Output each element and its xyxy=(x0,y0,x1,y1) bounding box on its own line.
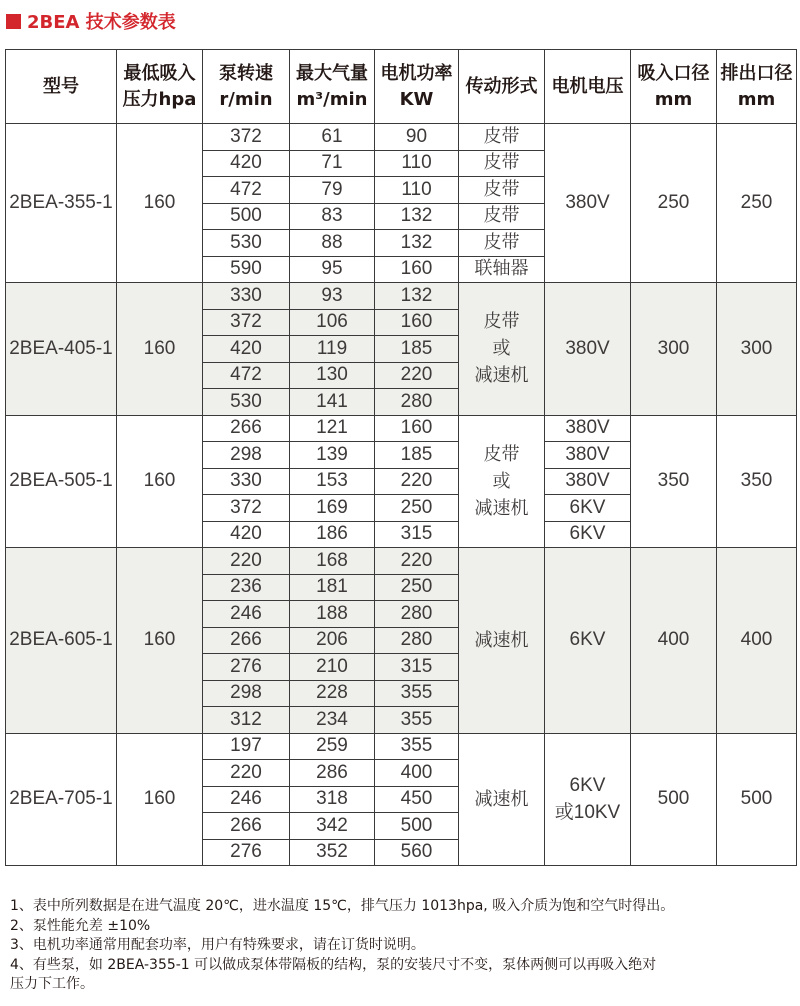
spec-table xyxy=(5,49,797,866)
column-header xyxy=(290,50,375,124)
air-volume-cell: 286 xyxy=(290,760,375,787)
outlet-diameter-cell: 400 xyxy=(717,548,797,734)
air-volume-cell: 206 xyxy=(290,627,375,654)
column-header-line: KW xyxy=(399,88,434,110)
drive-cell-line: 皮带 xyxy=(483,443,520,465)
air-volume-cell: 188 xyxy=(290,601,375,628)
speed-cell: 500 xyxy=(203,203,290,230)
column-header-line: m³/min xyxy=(296,88,368,110)
column-header xyxy=(6,50,117,124)
speed-cell: 472 xyxy=(203,177,290,204)
power-cell: 280 xyxy=(375,627,459,654)
drive-cell: 皮带 xyxy=(459,203,545,230)
voltage-cell-line: 6KV xyxy=(569,775,606,797)
drive-cell-line: 或 xyxy=(492,470,511,492)
speed-cell: 276 xyxy=(203,839,290,866)
voltage-cell: 380V xyxy=(545,415,631,442)
speed-cell: 312 xyxy=(203,707,290,734)
inlet-diameter-cell: 250 xyxy=(631,124,717,283)
drive-cell-line: 减速机 xyxy=(474,629,529,651)
air-volume-cell: 88 xyxy=(290,230,375,257)
drive-cell: 皮带 xyxy=(459,230,545,257)
voltage-cell: 6KV xyxy=(545,495,631,522)
voltage-cell: 380V xyxy=(545,442,631,469)
column-header xyxy=(117,50,203,124)
speed-cell: 420 xyxy=(203,521,290,548)
power-cell: 185 xyxy=(375,442,459,469)
min-pressure-cell: 160 xyxy=(117,548,203,734)
speed-cell: 246 xyxy=(203,786,290,813)
title-text: 2BEA 技术参数表 xyxy=(27,12,176,33)
table-row xyxy=(6,124,797,151)
voltage-cell: 6KV xyxy=(545,521,631,548)
speed-cell: 298 xyxy=(203,680,290,707)
column-header xyxy=(631,50,717,124)
air-volume-cell: 141 xyxy=(290,389,375,416)
model-cell: 2BEA-605-1 xyxy=(6,548,117,734)
inlet-diameter-cell: 400 xyxy=(631,548,717,734)
power-cell: 355 xyxy=(375,680,459,707)
header-row xyxy=(6,50,797,124)
inlet-diameter-cell: 300 xyxy=(631,283,717,416)
voltage-cell: 380V xyxy=(545,124,631,283)
drive-cell-line: 减速机 xyxy=(474,365,529,387)
power-cell: 160 xyxy=(375,309,459,336)
drive-cell xyxy=(459,733,545,866)
air-volume-cell: 181 xyxy=(290,574,375,601)
column-header-line: 吸入口径 xyxy=(637,62,710,84)
power-cell: 185 xyxy=(375,336,459,363)
air-volume-cell: 168 xyxy=(290,548,375,575)
column-header xyxy=(375,50,459,124)
air-volume-cell: 83 xyxy=(290,203,375,230)
speed-cell: 420 xyxy=(203,336,290,363)
column-header xyxy=(203,50,290,124)
table-row xyxy=(6,733,797,760)
drive-cell xyxy=(459,548,545,734)
inlet-diameter-cell: 350 xyxy=(631,415,717,548)
air-volume-cell: 121 xyxy=(290,415,375,442)
speed-cell: 236 xyxy=(203,574,290,601)
note-line: 4、有些泵，如 2BEA-355-1 可以做成泵体带隔板的结构，泵的安装尺寸不变，泵体两侧可以再吸入绝对 xyxy=(10,956,657,973)
column-header-line: mm xyxy=(654,88,693,110)
drive-cell xyxy=(459,415,545,548)
model-cell: 2BEA-505-1 xyxy=(6,415,117,548)
power-cell: 132 xyxy=(375,283,459,310)
air-volume-cell: 228 xyxy=(290,680,375,707)
column-header-line: 压力hpa xyxy=(122,88,197,110)
drive-cell-line: 减速机 xyxy=(474,497,529,519)
power-cell: 160 xyxy=(375,256,459,283)
power-cell: 132 xyxy=(375,203,459,230)
power-cell: 355 xyxy=(375,707,459,734)
power-cell: 160 xyxy=(375,415,459,442)
air-volume-cell: 352 xyxy=(290,839,375,866)
speed-cell: 266 xyxy=(203,627,290,654)
column-header-line: 传动形式 xyxy=(465,75,538,97)
drive-cell: 皮带 xyxy=(459,124,545,151)
air-volume-cell: 139 xyxy=(290,442,375,469)
speed-cell: 330 xyxy=(203,283,290,310)
voltage-cell xyxy=(545,733,631,866)
column-header-line: 电机功率 xyxy=(380,62,453,84)
power-cell: 560 xyxy=(375,839,459,866)
air-volume-cell: 186 xyxy=(290,521,375,548)
outlet-diameter-cell: 350 xyxy=(717,415,797,548)
speed-cell: 372 xyxy=(203,309,290,336)
power-cell: 132 xyxy=(375,230,459,257)
speed-cell: 197 xyxy=(203,733,290,760)
power-cell: 220 xyxy=(375,548,459,575)
document-title xyxy=(6,8,176,34)
min-pressure-cell: 160 xyxy=(117,415,203,548)
air-volume-cell: 130 xyxy=(290,362,375,389)
air-volume-cell: 95 xyxy=(290,256,375,283)
air-volume-cell: 93 xyxy=(290,283,375,310)
air-volume-cell: 119 xyxy=(290,336,375,363)
power-cell: 280 xyxy=(375,601,459,628)
column-header-line: 泵转速 xyxy=(219,62,273,84)
outlet-diameter-cell: 300 xyxy=(717,283,797,416)
speed-cell: 530 xyxy=(203,389,290,416)
outlet-diameter-cell: 500 xyxy=(717,733,797,866)
column-header xyxy=(459,50,545,124)
drive-cell xyxy=(459,283,545,416)
power-cell: 220 xyxy=(375,362,459,389)
speed-cell: 220 xyxy=(203,760,290,787)
min-pressure-cell: 160 xyxy=(117,283,203,416)
power-cell: 315 xyxy=(375,654,459,681)
column-header-line: 最低吸入 xyxy=(123,62,196,84)
power-cell: 250 xyxy=(375,574,459,601)
air-volume-cell: 318 xyxy=(290,786,375,813)
power-cell: 110 xyxy=(375,177,459,204)
drive-cell-line: 皮带 xyxy=(483,311,520,333)
speed-cell: 266 xyxy=(203,813,290,840)
air-volume-cell: 61 xyxy=(290,124,375,151)
speed-cell: 372 xyxy=(203,495,290,522)
air-volume-cell: 342 xyxy=(290,813,375,840)
speed-cell: 530 xyxy=(203,230,290,257)
speed-cell: 220 xyxy=(203,548,290,575)
table-row xyxy=(6,548,797,575)
drive-cell-line: 减速机 xyxy=(474,788,529,810)
column-header-line: mm xyxy=(737,88,776,110)
model-cell: 2BEA-705-1 xyxy=(6,733,117,866)
power-cell: 355 xyxy=(375,733,459,760)
air-volume-cell: 153 xyxy=(290,468,375,495)
speed-cell: 420 xyxy=(203,150,290,177)
column-header-line: 排出口径 xyxy=(720,62,793,84)
drive-cell-line: 或 xyxy=(492,338,511,360)
power-cell: 450 xyxy=(375,786,459,813)
notes xyxy=(10,897,790,995)
power-cell: 500 xyxy=(375,813,459,840)
speed-cell: 372 xyxy=(203,124,290,151)
note-line: 3、电机功率通常用配套功率，用户有特殊要求，请在订货时说明。 xyxy=(10,937,425,953)
power-cell: 220 xyxy=(375,468,459,495)
note-line: 压力下工作。 xyxy=(10,976,94,992)
speed-cell: 590 xyxy=(203,256,290,283)
speed-cell: 330 xyxy=(203,468,290,495)
power-cell: 315 xyxy=(375,521,459,548)
air-volume-cell: 71 xyxy=(290,150,375,177)
air-volume-cell: 169 xyxy=(290,495,375,522)
drive-cell: 联轴器 xyxy=(459,256,545,283)
model-cell: 2BEA-355-1 xyxy=(6,124,117,283)
voltage-cell: 380V xyxy=(545,283,631,416)
speed-cell: 298 xyxy=(203,442,290,469)
voltage-cell: 6KV xyxy=(545,548,631,734)
column-header xyxy=(545,50,631,124)
column-header xyxy=(717,50,797,124)
air-volume-cell: 79 xyxy=(290,177,375,204)
speed-cell: 266 xyxy=(203,415,290,442)
voltage-cell: 380V xyxy=(545,468,631,495)
model-cell: 2BEA-405-1 xyxy=(6,283,117,416)
table-body xyxy=(6,124,797,866)
column-header-line: 电机电压 xyxy=(551,75,624,97)
note-line: 1、表中所列数据是在进气温度 20℃，进水温度 15℃，排气压力 1013hpa, 吸入介质为饱和空气时得出。 xyxy=(10,898,675,914)
voltage-cell-line: 或10KV xyxy=(554,802,621,824)
column-header-line: r/min xyxy=(219,88,273,110)
note-line: 2、泵性能允差 ±10% xyxy=(10,917,151,934)
speed-cell: 246 xyxy=(203,601,290,628)
power-cell: 90 xyxy=(375,124,459,151)
air-volume-cell: 106 xyxy=(290,309,375,336)
air-volume-cell: 259 xyxy=(290,733,375,760)
outlet-diameter-cell: 250 xyxy=(717,124,797,283)
table-row xyxy=(6,283,797,310)
air-volume-cell: 210 xyxy=(290,654,375,681)
column-header-line: 型号 xyxy=(43,75,79,97)
power-cell: 280 xyxy=(375,389,459,416)
column-header-line: 最大气量 xyxy=(296,62,368,84)
min-pressure-cell: 160 xyxy=(117,124,203,283)
min-pressure-cell: 160 xyxy=(117,733,203,866)
air-volume-cell: 234 xyxy=(290,707,375,734)
speed-cell: 472 xyxy=(203,362,290,389)
drive-cell: 皮带 xyxy=(459,177,545,204)
power-cell: 400 xyxy=(375,760,459,787)
table-row xyxy=(6,415,797,442)
speed-cell: 276 xyxy=(203,654,290,681)
power-cell: 110 xyxy=(375,150,459,177)
title-marker xyxy=(6,14,21,29)
drive-cell: 皮带 xyxy=(459,150,545,177)
inlet-diameter-cell: 500 xyxy=(631,733,717,866)
power-cell: 250 xyxy=(375,495,459,522)
